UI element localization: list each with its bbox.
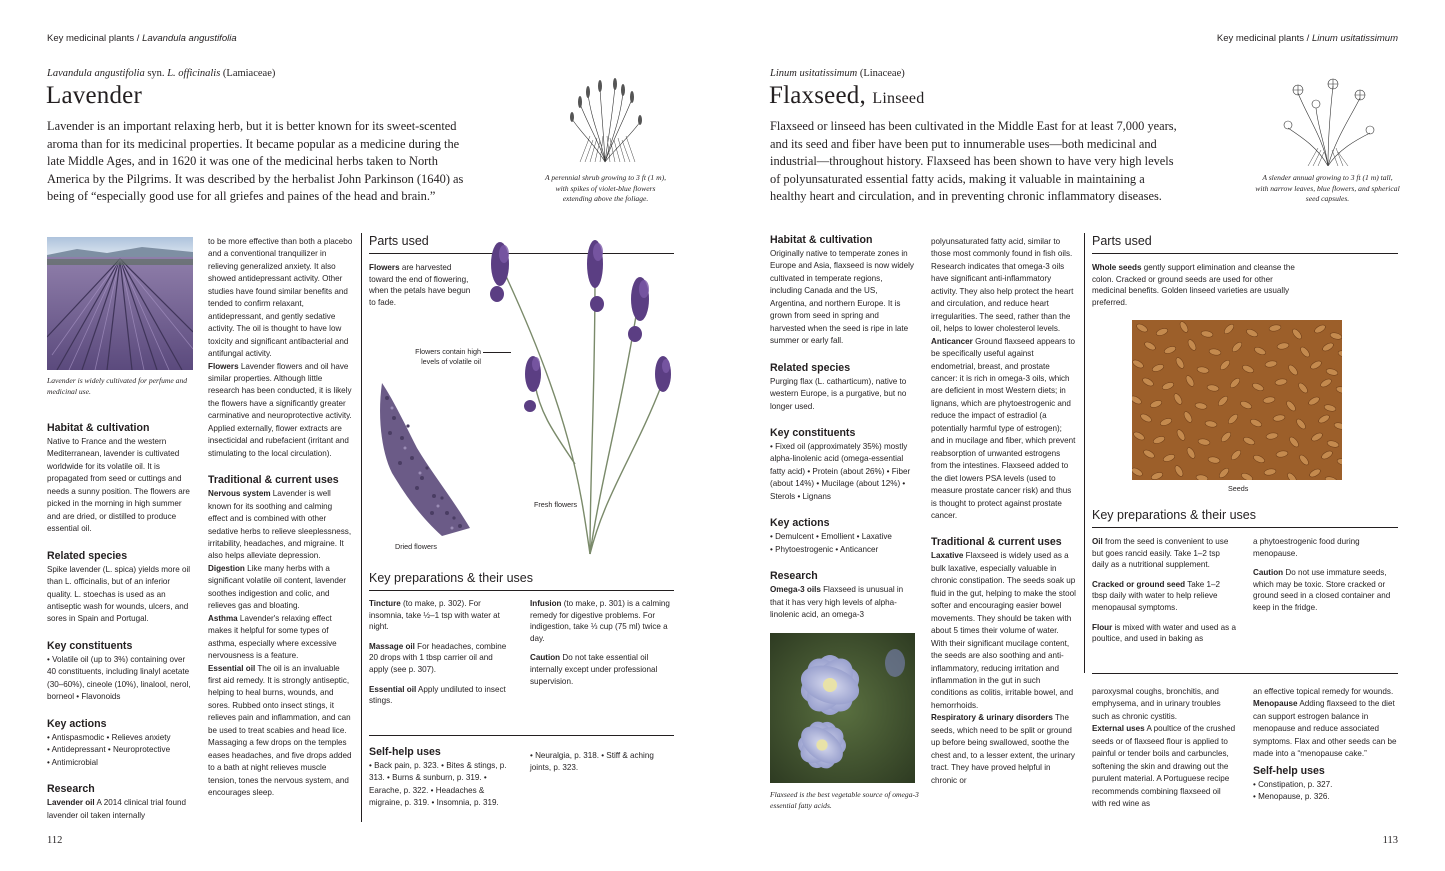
related-text: Spike lavender (L. spica) yields more oil than L. officinalis, but of an inferior quality. L. stoechas is used as an antiseptic wash for wounds, ulcers, and sores in Spain and Portugal. xyxy=(47,564,191,624)
anticancer-bold: Anticancer xyxy=(931,336,973,346)
flax-illustration xyxy=(1278,78,1378,166)
research-bold: Omega-3 oils xyxy=(770,585,821,595)
parts-body: gently support elimination and cleanse the colon. Cracked or ground seeds are used for other medicinal benefits. Golden linseed varieties are usually preferred. xyxy=(1092,263,1295,307)
flowers-bold: Flowers xyxy=(208,361,239,371)
tincture-body: (to make, p. 302). For insomnia, take ½–1 tsp with water at night. xyxy=(369,599,500,632)
infusion-text xyxy=(530,598,674,644)
latin-name: Lavandula angustifolia xyxy=(47,68,145,79)
research-text xyxy=(770,584,915,621)
latin-syn: syn. xyxy=(144,68,168,79)
illustration-caption: A slender annual growing to 3 ft (1 m) tall, with narrow leaves, blue flowers, and spherical seed capsules. xyxy=(1255,173,1400,203)
external-text xyxy=(1092,723,1237,810)
section-divider xyxy=(369,735,674,736)
self-help-list: • Back pain, p. 323. • Bites & stings, p. 313. • Burns & sunburn, p. 319. • Earache, p. 322. • Headaches & migraine, p. 319. • Insomnia, p. 319. xyxy=(369,761,507,808)
research-text xyxy=(47,797,192,822)
research-bold: Lavender oil xyxy=(47,798,95,808)
tincture-bold: Tincture xyxy=(369,599,401,608)
right-column-1 xyxy=(770,234,915,622)
tincture-text xyxy=(369,598,514,633)
respiratory-bold: Respiratory & urinary disorders xyxy=(931,713,1053,723)
dried-flowers-label: Dried flowers xyxy=(395,542,437,551)
flax-flower-photo xyxy=(770,633,915,783)
intro-paragraph: Flaxseed or linseed has been cultivated in the Middle East for at least 7,000 years, and its seed and fiber have been put to innumerable uses—both medicinal and industrial—throughout history. Flaxseed has been shown to have very high levels of polyunsaturated essential fatty acids, making it valuable in maintaining a healthy heart and circulation, and in preventing chronic inflammatory diseases. xyxy=(770,119,1177,203)
constituents-text: • Fixed oil (approximately 35%) mostly alpha-linolenic acid (omega-essential fatty acid) • Protein (about 26%) • Fiber (about 14%) • Mucilage (about 12%) • Sterols • Lignans xyxy=(770,441,911,501)
section-divider xyxy=(1092,673,1398,674)
key-prep-title: Key preparations & their uses xyxy=(369,570,674,591)
section-heading: Key actions xyxy=(47,717,107,730)
page-title xyxy=(769,82,924,110)
caution-bold: Caution xyxy=(530,653,561,663)
section-heading: Self-help uses xyxy=(369,746,441,758)
massage-bold: Massage oil xyxy=(369,641,415,651)
cracked-bold: Cracked or ground seed xyxy=(1092,579,1186,589)
key-prep-title: Key preparations & their uses xyxy=(1092,507,1398,528)
digestion-body: Like many herbs with a significant volatile oil content, lavender soothes indigestion and colic, and relieves gas and bloating. xyxy=(208,563,347,611)
lavender-field-photo xyxy=(47,237,193,370)
essential-body: Apply undiluted to insect stings. xyxy=(369,684,506,706)
essential-bold: Essential oil xyxy=(369,684,417,694)
essential-text xyxy=(369,684,514,707)
section-heading: Related species xyxy=(47,549,128,562)
oil-text xyxy=(1092,536,1237,571)
family-name: (Lamiaceae) xyxy=(220,68,276,79)
latin-syn-name: L. officinalis xyxy=(167,68,221,79)
column-divider xyxy=(361,233,362,822)
body-text: to be more effective than both a placebo and a conventional tranquilizer in relieving generalized anxiety. It also showed antidepressant activity. Other studies have found similar benefits and tended to confirm relaxant, antidepressant, and gently sedative activity. The oil is thought to have low toxicity and significant antibacterial and antifungal activity. xyxy=(208,237,353,359)
section-heading: Traditional & current uses xyxy=(208,474,339,487)
flowers-body: Lavender flowers and oil have similar properties. Although little research has been conducted, it is likely the flowers have a significantly greater carminative and neuroprotective activity. Applied externally, flower extracts are insecticidal and rubefacient (irritant and stimulating to the local circulation). xyxy=(208,361,352,458)
flour-text xyxy=(1092,622,1237,645)
nervous-text xyxy=(208,488,354,563)
nervous-bold: Nervous system xyxy=(208,489,271,499)
laxative-text xyxy=(931,550,1077,712)
section-heading: Habitat & cultivation xyxy=(47,422,150,434)
key-prep-col-left xyxy=(1092,536,1237,653)
actions-line: • Antidepressant • Neuroprotective xyxy=(47,745,171,755)
parts-bold: Whole seeds xyxy=(1092,263,1142,272)
asthma-text xyxy=(208,613,354,663)
self-help-item: • Menopause, p. 326. xyxy=(1253,792,1330,802)
essential-oil-body: The oil is an invaluable first aid remedy. It is strongly antiseptic, helping to heal burns, wounds, and sores. Rubbed onto insect stings, it relieves pain and inflammation, and can be used to treat scabies and head lice. Massaging a few drops on the temples eases headaches, and five drops added to a bath at night relieves muscle tension, tones the nervous system, and encourages sleep. xyxy=(208,663,352,798)
photo-caption-body: is the best vegetable source of omega-3 essential fatty acids. xyxy=(770,790,919,810)
title-main: Flaxseed, xyxy=(769,82,866,109)
infusion-bold: Infusion xyxy=(530,599,562,608)
research-body: Flaxseed is unusual in that it has very high levels of alpha-linolenic acid, an omega-3 xyxy=(770,585,904,620)
laxative-body: Flaxseed is widely used as a bulk laxative, especially valuable in chronic constipation. The seeds soak up fluid in the gut, helping to make the stool softer and encouraging easier bowel movements. They should be taken with about 5 times their volume of water. With their significant mucilage content, the seeds are also soothing and anti-inflammatory, reducing irritation and inflammation in the gut in such conditions as colitis, irritable bowel, and hemorrhoids. xyxy=(931,551,1076,710)
food-text: a phytoestrogenic food during menopause. xyxy=(1253,537,1360,558)
running-head-right: Key medicinal plants / Linum usitatissimum xyxy=(1216,33,1398,44)
caution-bold: Caution xyxy=(1253,568,1284,578)
section-heading: Related species xyxy=(770,361,851,374)
infusion-body: (to make, p. 301) is a calming remedy for digestive problems. For indigestion, take ⅓ cup (75 ml) twice a day. xyxy=(530,599,670,643)
section-heading: Research xyxy=(47,783,95,796)
section-heading: Self-help uses xyxy=(1253,764,1325,777)
key-prep-col-left xyxy=(369,598,514,715)
menopause-body: Adding flaxseed to the diet can support estrogen balance in menopause and reduce associated symptoms. Flax and other seeds can be made into a “menopause cake.” xyxy=(1253,699,1397,759)
section-heading: Habitat & cultivation xyxy=(770,234,873,246)
self-help-item: • Constipation, p. 327. xyxy=(1253,779,1333,789)
self-help-list-2: • Neuralgia, p. 318. • Stiff & aching joints, p. 323. xyxy=(530,751,654,773)
essential-oil-bold: Essential oil xyxy=(208,663,256,673)
external-body: A poultice of the crushed seeds or of flaxseed flour is applied to painful or tender boils and carbuncles, softening the skin and drawing out the purulent material. A Portuguese recipe recommends combining flaxseed oil with red wine as xyxy=(1092,724,1236,809)
bottom-col-right xyxy=(1253,686,1401,804)
title-sub: Linseed xyxy=(872,90,925,107)
respiratory-text xyxy=(931,712,1077,787)
page-title: Lavender xyxy=(46,82,142,109)
cracked-body: Take 1–2 tbsp daily with water to help relieve menopausal symptoms. xyxy=(1092,579,1221,612)
body-text: an effective topical remedy for wounds. xyxy=(1253,687,1394,696)
running-head-text: Key medicinal plants xyxy=(1216,33,1305,44)
flour-body: is mixed with water and used as a poultice, and used in baking as xyxy=(1092,622,1236,644)
section-heading: Traditional & current uses xyxy=(931,536,1062,549)
bottom-col-left xyxy=(1092,686,1237,811)
parts-used-text xyxy=(1092,262,1297,308)
section-heading: Research xyxy=(770,570,818,583)
laxative-bold: Laxative xyxy=(931,551,964,561)
anticancer-text xyxy=(931,336,1077,523)
running-head-left: Key medicinal plants / Lavandula angustifolia xyxy=(47,33,237,44)
related-text: Purging flax (L. catharticum), native to western Europe, is a purgative, but no longer used. xyxy=(770,376,907,411)
parts-used-title: Parts used xyxy=(1092,233,1398,254)
column-divider xyxy=(1084,233,1085,673)
left-column-1 xyxy=(47,422,192,822)
parts-body: are harvested toward the end of flowering, when the petals have begun to fade. xyxy=(369,263,471,307)
photo-caption-bold: Flaxseed xyxy=(770,790,798,799)
actions-line: • Antispasmodic • Relieves anxiety xyxy=(47,732,171,742)
menopause-bold: Menopause xyxy=(1253,699,1298,709)
asthma-body: Lavender's relaxing effect makes it helpful for some types of asthma, especially where excessive nervousness is a feature. xyxy=(208,613,337,661)
seeds-label: Seeds xyxy=(1228,484,1249,493)
parts-used-title: Parts used xyxy=(369,233,674,254)
constituents-text: • Volatile oil (up to 3%) containing over 40 constituents, including linalyl acetate (30–60%), cineole (10%), linalool, nerol, borneol • Flavonoids xyxy=(47,654,191,702)
massage-body: For headaches, combine 20 drops with 1 tbsp carrier oil and apply (see p. 307). xyxy=(369,641,507,674)
key-prep-col-right xyxy=(1253,536,1398,622)
family-name: (Linaceae) xyxy=(857,68,905,79)
menopause-text xyxy=(1253,698,1401,760)
oil-label: Flowers contain high levels of volatile oil xyxy=(415,347,481,366)
actions-line: • Demulcent • Emollient • Laxative xyxy=(770,532,892,542)
body-text: paroxysmal coughs, bronchitis, and emphysema, and in urinary troubles such as chronic cystitis. xyxy=(1092,687,1221,721)
external-bold: External uses xyxy=(1092,724,1145,734)
oil-body: from the seed is convenient to use but goes rancid easily. Take 1–2 tsp daily as a nutritional supplement. xyxy=(1092,537,1229,570)
section-heading: Key constituents xyxy=(770,426,856,439)
caution-body: Do not use immature seeds, which may be toxic. Store cracked or ground seed in a closed container and keep in the fridge. xyxy=(1253,568,1391,612)
lavender-illustration xyxy=(560,74,650,164)
actions-line: • Phytoestrogenic • Anticancer xyxy=(770,544,879,554)
dried-lavender-image xyxy=(372,378,472,538)
running-head-text: Key medicinal plants xyxy=(47,33,135,44)
oil-bold: Oil xyxy=(1092,537,1103,546)
massage-text xyxy=(369,641,514,676)
section-heading: Key constituents xyxy=(47,639,133,652)
botanical-name xyxy=(47,68,275,79)
latin-name: Linum usitatissimum xyxy=(770,68,858,79)
digestion-text xyxy=(208,563,354,613)
nervous-body: Lavender is well known for its soothing and calming effect and is combined with other sedative herbs to relieve sleeplessness, irritability, headaches, and migraine. It also helps alleviate depression. xyxy=(208,489,352,561)
key-prep-col-right xyxy=(530,598,674,695)
parts-used-text xyxy=(369,262,474,308)
caution-text xyxy=(530,652,674,687)
label-leader-line xyxy=(483,352,511,353)
left-column-2 xyxy=(208,236,354,799)
page-number: 113 xyxy=(1382,835,1398,846)
flaxseed-image xyxy=(1132,320,1342,480)
photo-caption: Lavender is widely cultivated for perfume and medicinal use. xyxy=(47,376,188,396)
section-heading: Key actions xyxy=(770,517,830,530)
body-text: polyunsaturated fatty acid, similar to those most commonly found in fish oils. Research indicates that omega-3 oils have significant anti-inflammatory activity. They also help protect the heart and circulation, and reduce heart irregularities. The seed, rather than the oil, helps to lower cholesterol levels. xyxy=(931,237,1074,334)
digestion-bold: Digestion xyxy=(208,563,245,573)
running-head-latin: Lavandula angustifolia xyxy=(142,33,237,44)
caution-body: Do not take essential oil internally except under professional supervision. xyxy=(530,653,658,686)
intro-paragraph: Lavender is an important relaxing herb, but it is better known for its sweet-scented aroma than for its medicinal properties. It became popular as a medicine during the late Middle Ages, and in 1620 it was one of the medicinal herbs taken to North America by the Pilgrims. It was described by the herbalist John Parkinson (1640) as being of “especially good use for all griefes and paines of the head and brain.” xyxy=(47,119,464,203)
right-column-2 xyxy=(931,236,1077,787)
flowers-text xyxy=(208,361,354,461)
running-head-latin: Linum usitatissimum xyxy=(1311,33,1398,44)
asthma-bold: Asthma xyxy=(208,613,238,623)
actions-line: • Antimicrobial xyxy=(47,757,98,767)
essential-oil-text xyxy=(208,663,354,800)
parts-bold: Flowers xyxy=(369,263,400,272)
respiratory-body: The seeds, which need to be split or ground up before being swallowed, soothe the chest and, to a lesser extent, the urinary tract. They have proved helpful in chronic or xyxy=(931,713,1075,785)
habitat-text: Originally native to temperate zones in Europe and Asia, flaxseed is now widely cultivated in temperate regions, including Canada and the US, Argentina, and northern Europe. It is grown from seed in spring and harvested when the seed is ripe in late summer or early fall. xyxy=(770,249,914,346)
botanical-name xyxy=(770,68,905,79)
habitat-text: Native to France and the western Mediterranean, lavender is cultivated worldwide for its volatile oil. It is propagated from seed or cuttings and needs a sunny position. The flowers are picked in the morning in high summer and are dried, or distilled to produce essential oil. xyxy=(47,437,190,534)
fresh-flowers-label: Fresh flowers xyxy=(534,500,578,509)
anticancer-body: Ground flaxseed appears to be specifically useful against endometrial, breast, and prostate cancer: it is rich in omega-3 oils, which are deficient in most Western diets; in lignans, which are phytoestrogenic and reduce the impact of estradiol (a potentially harmful type of estrogen); and in mucilage and fiber, which prevent reabsorption of unwanted estrogens from the intestines. Flaxseed added to the diet lowers PSA levels (used to measure prostate cancer risk) and thus is thought to protect against prostate cancer. xyxy=(931,336,1076,520)
illustration-caption: A perennial shrub growing to 3 ft (1 m), with spikes of violet-blue flowers extending above the foliage. xyxy=(544,173,666,203)
photo-caption xyxy=(770,790,920,811)
cracked-text xyxy=(1092,579,1237,614)
page-number: 112 xyxy=(47,835,63,846)
self-help-left xyxy=(369,746,514,810)
research-body: A 2014 clinical trial found lavender oil taken internally xyxy=(47,798,187,820)
flour-bold: Flour xyxy=(1092,622,1113,632)
caution-text xyxy=(1253,567,1398,613)
